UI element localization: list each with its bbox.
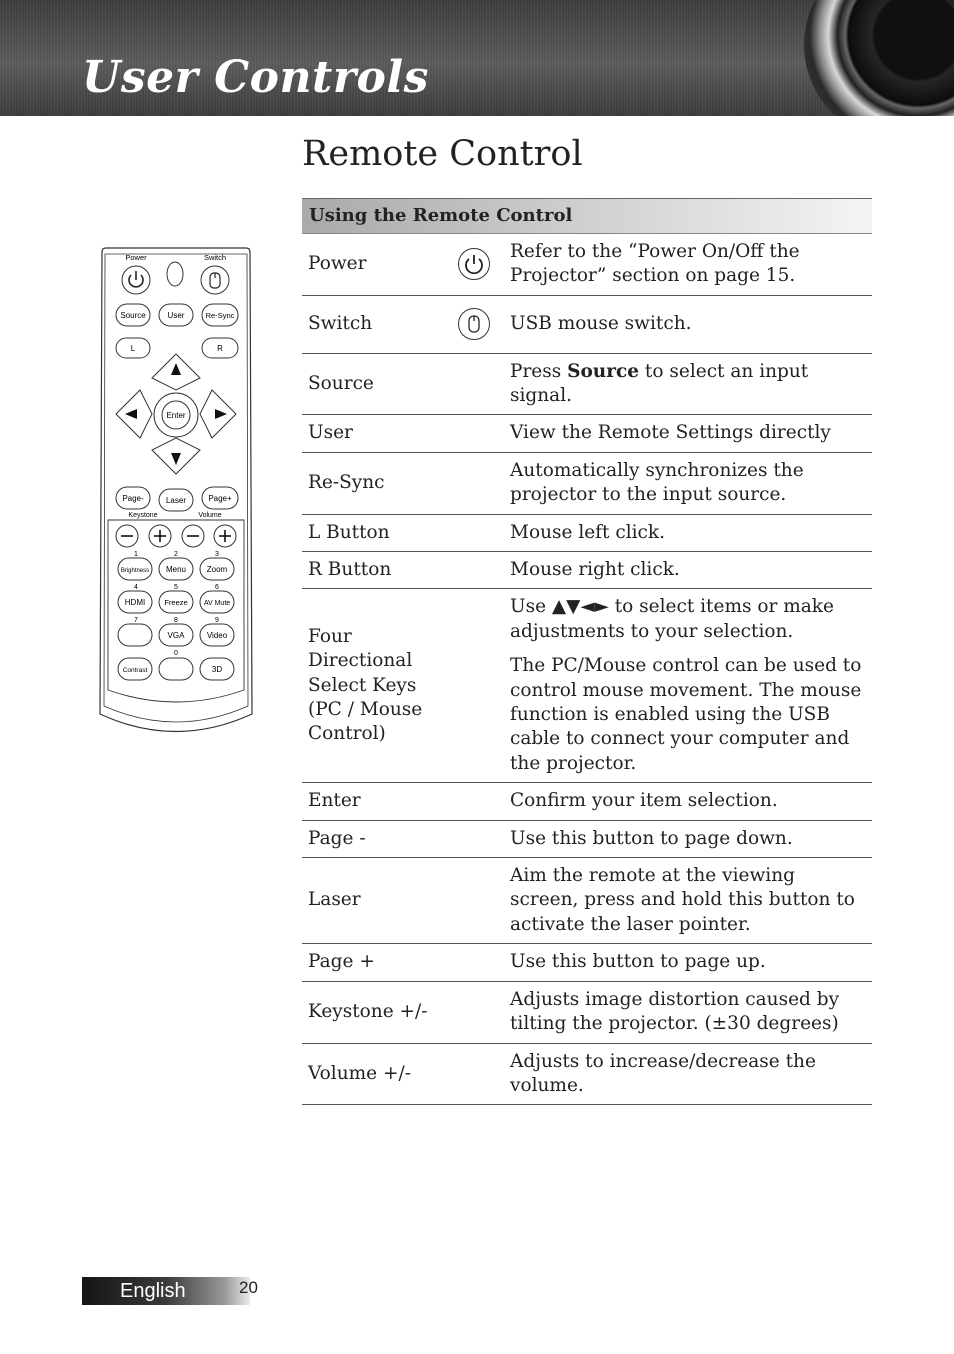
remote-control-illustration [96,244,256,738]
remote-blank-button [118,624,152,646]
row-key: Re-Sync [302,452,454,514]
row-desc-prefix: Press [510,360,568,382]
row-desc-text: Use this button to page down. [510,827,793,849]
row-key: Page - [302,820,454,857]
remote-num-7: 7 [134,617,138,624]
row-key: Source [302,353,454,415]
row-key: User [302,415,454,452]
remote-zero-button [159,658,193,680]
row-desc-text: Mouse left click. [510,521,665,543]
remote-num-9: 9 [215,617,219,624]
table-row [302,589,872,783]
table-row [302,981,872,1043]
remote-switch-label: Switch [203,253,227,262]
row-key: Laser [302,858,454,944]
chapter-title: User Controls [82,52,429,103]
row-desc [504,295,872,353]
remote-num-2: 2 [174,551,178,558]
table-header-row [302,199,872,234]
remote-freeze-label: Freeze [164,598,188,607]
remote-num-4: 4 [134,584,138,591]
remote-user-label: User [167,311,185,320]
remote-keystone-label: Keystone [128,512,158,519]
chapter-banner [0,0,954,116]
row-key: Keystone +/- [302,981,454,1043]
remote-num-0: 0 [174,650,178,657]
row-desc-text: Aim the remote at the viewing screen, press and hold this button to activate the laser pointer. [510,865,855,935]
table-row [302,415,872,452]
table-header: Using the Remote Control [302,199,872,234]
remote-source-label: Source [120,311,146,320]
row-desc [504,783,872,820]
table-row [302,944,872,981]
page-title: Remote Control [302,134,583,174]
row-desc-text: Adjusts to increase/decrease the volume. [510,1050,816,1096]
row-key: Page + [302,944,454,981]
row-desc-bold: Source [567,360,640,382]
power-icon [458,248,490,280]
footer-language: English [120,1280,186,1302]
row-desc-text: Refer to the “Power On/Off the Projector” section on page 15. [510,240,800,287]
row-desc [504,858,872,944]
row-desc-text: Use this button to page up. [510,951,766,973]
remote-3d-label: 3D [211,665,223,674]
remote-contrast-label: Contrast [122,667,148,674]
row-key: L Button [302,514,454,551]
row-desc [504,1043,872,1105]
row-desc-text: USB mouse switch. [510,312,692,334]
remote-vga-label: VGA [167,631,185,640]
row-desc-text: Automatically synchronizes the projector to the input source. [510,459,804,506]
remote-num-1: 1 [134,551,138,558]
table-row [302,233,872,295]
remote-switch-button [201,266,229,294]
remote-enter-label: Enter [166,411,186,420]
row-desc-suffix: to select an input signal. [510,360,809,406]
row-desc-text: Confirm your item selection. [510,790,778,812]
row-key: Enter [302,783,454,820]
remote-zoom-label: Zoom [206,565,228,574]
remote-volume-label: Volume [198,512,222,519]
row-desc-text: View the Remote Settings directly [510,422,831,444]
table-row [302,295,872,353]
row-key: Switch [302,295,454,353]
row-desc [504,514,872,551]
row-key: Four Directional Select Keys (PC / Mouse Control) [302,589,454,783]
table-row [302,514,872,551]
row-desc [504,944,872,981]
row-desc [504,452,872,514]
row-desc-text: Mouse right click. [510,559,680,580]
row-desc-text: The PC/Mouse control can be used to control mouse movement. The mouse function is enabled using the USB cable to connect your computer and the projector. [510,655,862,774]
row-desc [504,415,872,452]
projector-lens-graphic [804,0,954,116]
row-key: R Button [302,552,454,589]
remote-functions-table [302,198,872,1105]
mouse-icon [458,308,490,340]
remote-menu-label: Menu [165,565,187,574]
row-key: Power [302,233,454,295]
row-desc [504,353,872,415]
remote-power-label: Power [125,253,147,262]
remote-hdmi-label: HDMI [124,598,146,607]
row-desc [504,552,872,589]
table-row [302,452,872,514]
remote-laser-label: Laser [165,496,187,505]
remote-num-3: 3 [215,551,219,558]
remote-ir-window [167,262,183,286]
row-desc [504,589,872,783]
remote-num-8: 8 [174,617,178,624]
remote-num-6: 6 [215,584,219,591]
page-number: 20 [239,1278,258,1297]
remote-r-label: R [217,344,223,353]
remote-video-label: Video [206,631,228,640]
row-desc-text: Use ▲▼◄► to select items or make adjustments to your selection. [510,596,834,642]
remote-brightness-label: Brightness [120,568,150,574]
row-desc-text: Adjusts image distortion caused by tilting the projector. (±30 degrees) [510,988,840,1035]
table-row [302,783,872,820]
remote-resync-label: Re-Sync [205,311,235,320]
remote-page-plus-label: Page+ [208,494,232,503]
row-desc [504,820,872,857]
remote-av-mute-label: AV Mute [203,600,231,607]
row-desc [504,981,872,1043]
table-row [302,353,872,415]
remote-num-5: 5 [174,584,178,591]
remote-l-label: L [130,344,136,353]
table-row [302,858,872,944]
table-row [302,1043,872,1105]
table-row [302,820,872,857]
remote-page-minus-label: Page- [122,494,144,503]
row-key: Volume +/- [302,1043,454,1105]
table-row [302,552,872,589]
row-desc [504,233,872,295]
